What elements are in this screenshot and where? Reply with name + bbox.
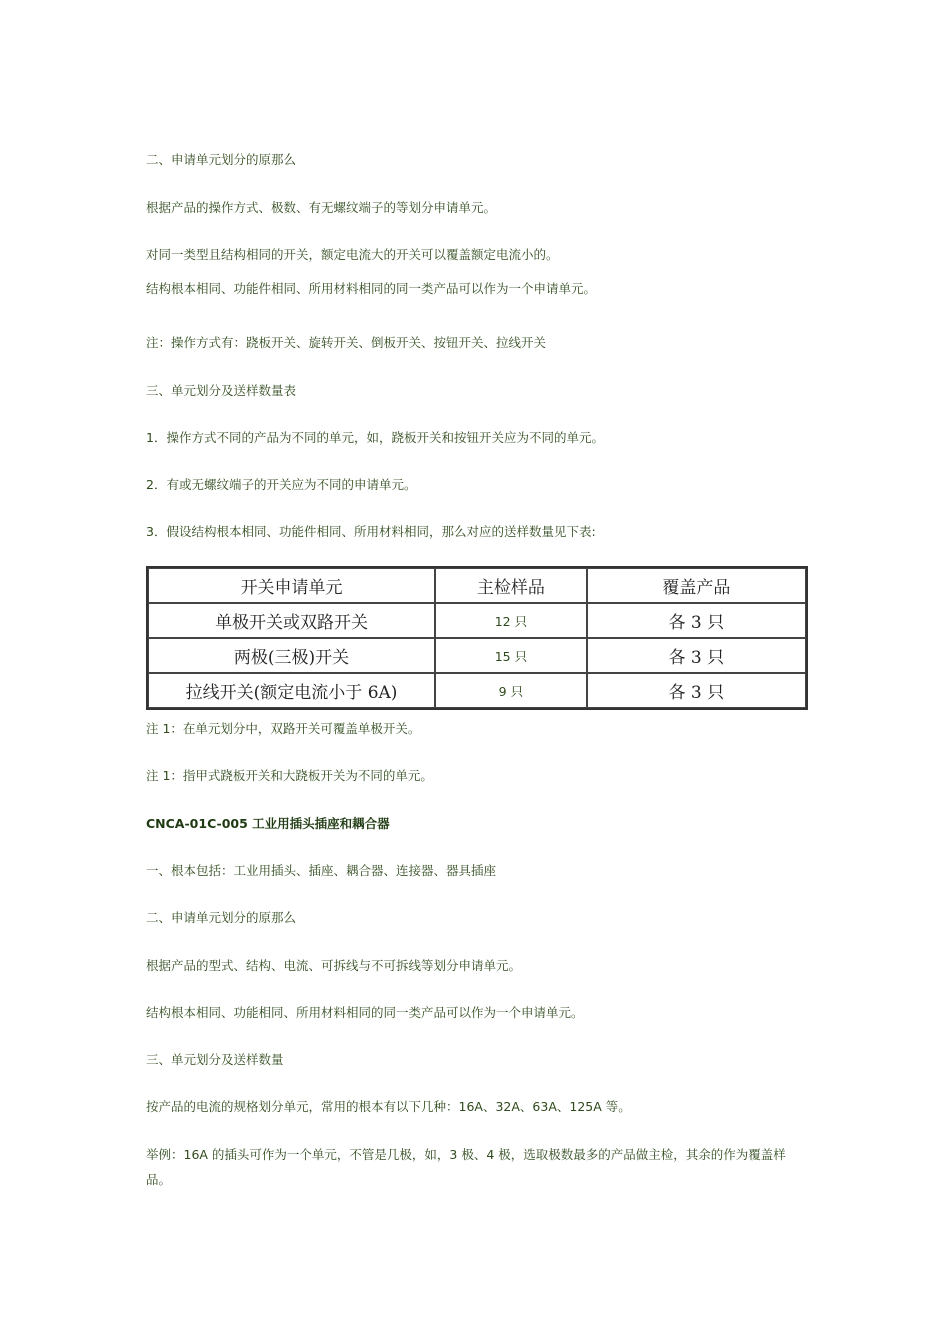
table-note-2: 注 1：指甲式跷板开关和大跷板开关为不同的单元。 [146,768,433,783]
table-cell: 各 3 只 [587,603,806,638]
switch-heading-3: 三、单元划分及送样数量表 [146,383,297,398]
plug-example: 举例：16A 的插头可作为一个单元，不管是几极，如，3 极、4 极，选取极数最多的产品做主检，其余的作为覆盖样品。 [146,1147,786,1187]
table-cell: 拉线开关(额定电流小于 6A) [148,673,435,708]
switch-para-1: 根据产品的操作方式、极数、有无螺纹端子的等划分申请单元。 [146,200,497,215]
table-header-cell: 覆盖产品 [587,568,806,603]
plug-para-2: 结构根本相同、功能相同、所用材料相同的同一类产品可以作为一个申请单元。 [146,1005,584,1020]
plug-heading-3: 三、单元划分及送样数量 [146,1052,284,1067]
table-cell: 15 只 [435,638,587,673]
sample-quantity-table [146,566,808,710]
plug-para-1: 根据产品的型式、结构、电流、可拆线与不可拆线等划分申请单元。 [146,958,522,973]
plug-scope: 一、根本包括：工业用插头、插座、耦合器、连接器、器具插座 [146,863,497,878]
table-row [148,673,806,708]
table-cell: 12 只 [435,603,587,638]
table-header-cell: 主检样品 [435,568,587,603]
switch-note-operations: 注：操作方式有：跷板开关、旋转开关、倒板开关、按钮开关、拉线开关 [146,335,547,350]
plug-section-title: CNCA-01C-005 工业用插头插座和耦合器 [146,816,390,831]
table-header-cell: 开关申请单元 [148,568,435,603]
switch-item-1: 1．操作方式不同的产品为不同的单元，如，跷板开关和按钮开关应为不同的单元。 [146,430,604,445]
switch-item-3: 3．假设结构根本相同、功能件相同、所用材料相同，那么对应的送样数量见下表: [146,524,596,539]
table-cell: 各 3 只 [587,673,806,708]
table-cell: 两极(三极)开关 [148,638,435,673]
table-row [148,638,806,673]
table-header-row [148,568,806,603]
plug-para-3: 按产品的电流的规格划分单元，常用的根本有以下几种：16A、32A、63A、125A 等。 [146,1099,631,1114]
table-cell: 单极开关或双路开关 [148,603,435,638]
switch-para-2: 对同一类型且结构相同的开关，额定电流大的开关可以覆盖额定电流小的。 [146,247,559,262]
switch-para-3: 结构根本相同、功能件相同、所用材料相同的同一类产品可以作为一个申请单元。 [146,281,597,296]
table-row [148,603,806,638]
switch-heading-2: 二、申请单元划分的原那么 [146,152,297,167]
table-note-1: 注 1：在单元划分中，双路开关可覆盖单极开关。 [146,721,421,736]
table-cell: 9 只 [435,673,587,708]
plug-heading-2: 二、申请单元划分的原那么 [146,910,297,925]
switch-item-2: 2．有或无螺纹端子的开关应为不同的申请单元。 [146,477,417,492]
table-cell: 各 3 只 [587,638,806,673]
